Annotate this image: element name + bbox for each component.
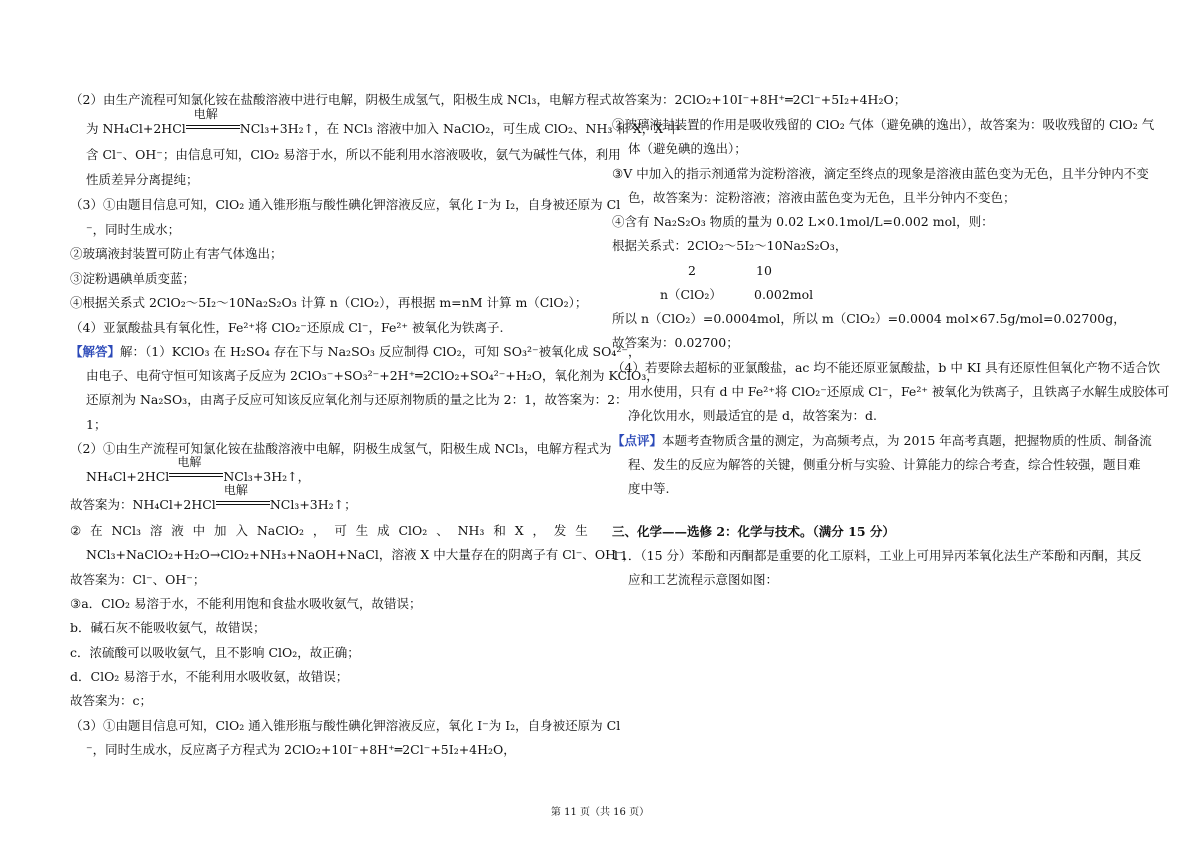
text-line: 1； <box>86 417 107 432</box>
text-line: 故答案为：NH₄Cl+2HCl 电解 NCl₃+3H₂↑； <box>70 483 357 512</box>
text-line: c．浓硫酸可以吸收氨气，且不影响 ClO₂，故正确； <box>70 645 360 660</box>
review-tag: 【点评】 <box>612 433 663 448</box>
text-line: ③V 中加入的指示剂通常为淀粉溶液，滴定至终点的现象是溶液由蓝色变为无色，且半分钟内不变 <box>612 166 1149 181</box>
text-line: 【解答】解：（1）KClO₃ 在 H₂SO₄ 存在下与 Na₂SO₃ 反应制得 ClO₂，可知 SO₃²⁻被氧化成 SO₄²⁻， <box>70 344 641 359</box>
text-line: 所以 n（ClO₂）=0.0004mol，所以 m（ClO₂）=0.0004 mol×67.5g/mol=0.02700g， <box>612 311 1126 326</box>
text-line: NCl₃+NaClO₂+H₂O→ClO₂+NH₃+NaOH+NaCl，溶液 X 中大量存在的阴离子有 Cl⁻、OH⁻， <box>86 547 636 562</box>
text-line: ③a．ClO₂ 易溶于水，不能利用饱和食盐水吸收氨气，故错误； <box>70 596 422 611</box>
answer-tag: 【解答】 <box>70 344 121 359</box>
text-line: 程、发生的反应为解答的关键，侧重分析与实验、计算能力的综合考查，综合性较强，题目难 <box>628 457 1141 472</box>
text-line: （2）由生产流程可知氯化铵在盐酸溶液中进行电解，阴极生成氢气，阳极生成 NCl₃，电解方程式 <box>70 92 612 107</box>
text-line: NH₄Cl+2HCl 电解 NCl₃+3H₂↑， <box>86 455 311 484</box>
text-line: ④根据关系式 2ClO₂～5I₂～10Na₂S₂O₃ 计算 n（ClO₂），再根据 m=nM 计算 m（ClO₂）； <box>70 295 588 310</box>
text-line: （4）亚氯酸盐具有氧化性，Fe²⁺将 ClO₂⁻还原成 Cl⁻，Fe²⁺ 被氧化为铁离子. <box>70 320 504 335</box>
text-line: 故答案为：c； <box>70 693 153 708</box>
text-line: ⁻，同时生成水，反应离子方程式为 2ClO₂+10I⁻+8H⁺═2Cl⁻+5I₂+4H₂O， <box>86 742 516 757</box>
text-line: 体（避免碘的逸出）； <box>628 141 747 156</box>
text-line: ⁻，同时生成水； <box>86 222 181 237</box>
text-line: ④含有 Na₂S₂O₃ 物质的量为 0.02 L×0.1mol/L=0.002 mol，则： <box>612 214 994 229</box>
text-line-justified: ② 在 NCl₃ 溶 液 中 加 入 NaClO₂ ， 可 生 成 ClO₂ 、 NH₃ 和 X ， 发 生 <box>70 523 588 538</box>
ratio-value: 0.002mol <box>754 287 814 302</box>
electrolysis-arrow: 电解 <box>169 467 223 481</box>
text-line: 为 NH₄Cl+2HCl 电解 NCl₃+3H₂↑，在 NCl₃ 溶液中加入 NaClO₂，可生成 ClO₂、NH₃ 和 X，X 中 <box>86 107 680 136</box>
text-line: （3）①由题目信息可知，ClO₂ 通入锥形瓶与酸性碘化钾溶液反应，氧化 I⁻为 I₂，自身被还原为 Cl <box>70 197 621 212</box>
text-line: ②玻璃液封装置可防止有害气体逸出； <box>70 246 283 261</box>
text-line: 用水使用，只有 d 中 Fe²⁺将 ClO₂⁻还原成 Cl⁻，Fe²⁺ 被氧化为铁离子，且铁离子水解生成胶体可 <box>628 384 1170 399</box>
text-line: 故答案为：Cl⁻、OH⁻； <box>70 572 206 587</box>
text-line: 【点评】本题考查物质含量的测定，为高频考点，为 2015 年高考真题，把握物质的性质、制备流 <box>612 433 1152 448</box>
question-text: 11．（15 分）苯酚和丙酮都是重要的化工原料，工业上可用异丙苯氧化法生产苯酚和丙酮，其反 <box>612 548 1142 563</box>
text-line: 故答案为：2ClO₂+10I⁻+8H⁺═2Cl⁻+5I₂+4H₂O； <box>612 92 907 107</box>
text-line: 度中等. <box>628 481 670 496</box>
text-line: 还原剂为 Na₂SO₃，由离子反应可知该反应氧化剂与还原剂物质的量之比为 2：1，故答案为：2： <box>86 392 628 407</box>
text-line: d．ClO₂ 易溶于水，不能利用水吸收氨，故错误； <box>70 669 349 684</box>
page-footer: 第 11 页（共 16 页） <box>550 807 650 818</box>
text-line: 色，故答案为：淀粉溶液；溶液由蓝色变为无色，且半分钟内不变色； <box>628 190 1016 205</box>
ratio-number: 10 <box>756 263 772 278</box>
text-line: 性质差异分离提纯； <box>86 172 199 187</box>
electrolysis-arrow: 电解 <box>186 119 240 133</box>
text-line: （3）①由题目信息可知，ClO₂ 通入锥形瓶与酸性碘化钾溶液反应，氧化 I⁻为 I₂，自身被还原为 Cl <box>70 718 621 733</box>
text-line: b．碱石灰不能吸收氨气，故错误； <box>70 620 266 635</box>
electrolysis-arrow: 电解 <box>216 495 270 509</box>
text-line: 含 Cl⁻、OH⁻；由信息可知，ClO₂ 易溶于水，所以不能利用水溶液吸收，氨气为碱性气体，利用 <box>86 147 621 162</box>
text-line: 由电子、电荷守恒可知该离子反应为 2ClO₃⁻+SO₃²⁻+2H⁺═2ClO₂+SO₄²⁻+H₂O，氧化剂为 KClO₃， <box>86 368 659 383</box>
text-line: （4）若要除去超标的亚氯酸盐，ac 均不能还原亚氯酸盐，b 中 KI 具有还原性但氧化产物不适合饮 <box>612 360 1161 375</box>
text-line: （2）①由生产流程可知氯化铵在盐酸溶液中电解，阴极生成氢气，阳极生成 NCl₃，电解方程式为 <box>70 441 612 456</box>
section-heading: 三、化学——选修 2：化学与技术。（满分 15 分） <box>612 524 895 539</box>
ratio-number: 2 <box>688 263 696 278</box>
question-text: 应和工艺流程示意图如图： <box>628 572 779 587</box>
text-line: 故答案为：0.02700； <box>612 335 739 350</box>
text-line: ③淀粉遇碘单质变蓝； <box>70 271 196 286</box>
text-line: 净化饮用水，则最适宜的是 d，故答案为：d. <box>628 408 877 423</box>
text-line: 根据关系式：2ClO₂～5I₂～10Na₂S₂O₃， <box>612 238 848 253</box>
text-line: ②玻璃液封装置的作用是吸收残留的 ClO₂ 气体（避免碘的逸出），故答案为：吸收残留的 ClO₂ 气 <box>612 117 1155 132</box>
ratio-label: n（ClO₂） <box>660 287 722 302</box>
